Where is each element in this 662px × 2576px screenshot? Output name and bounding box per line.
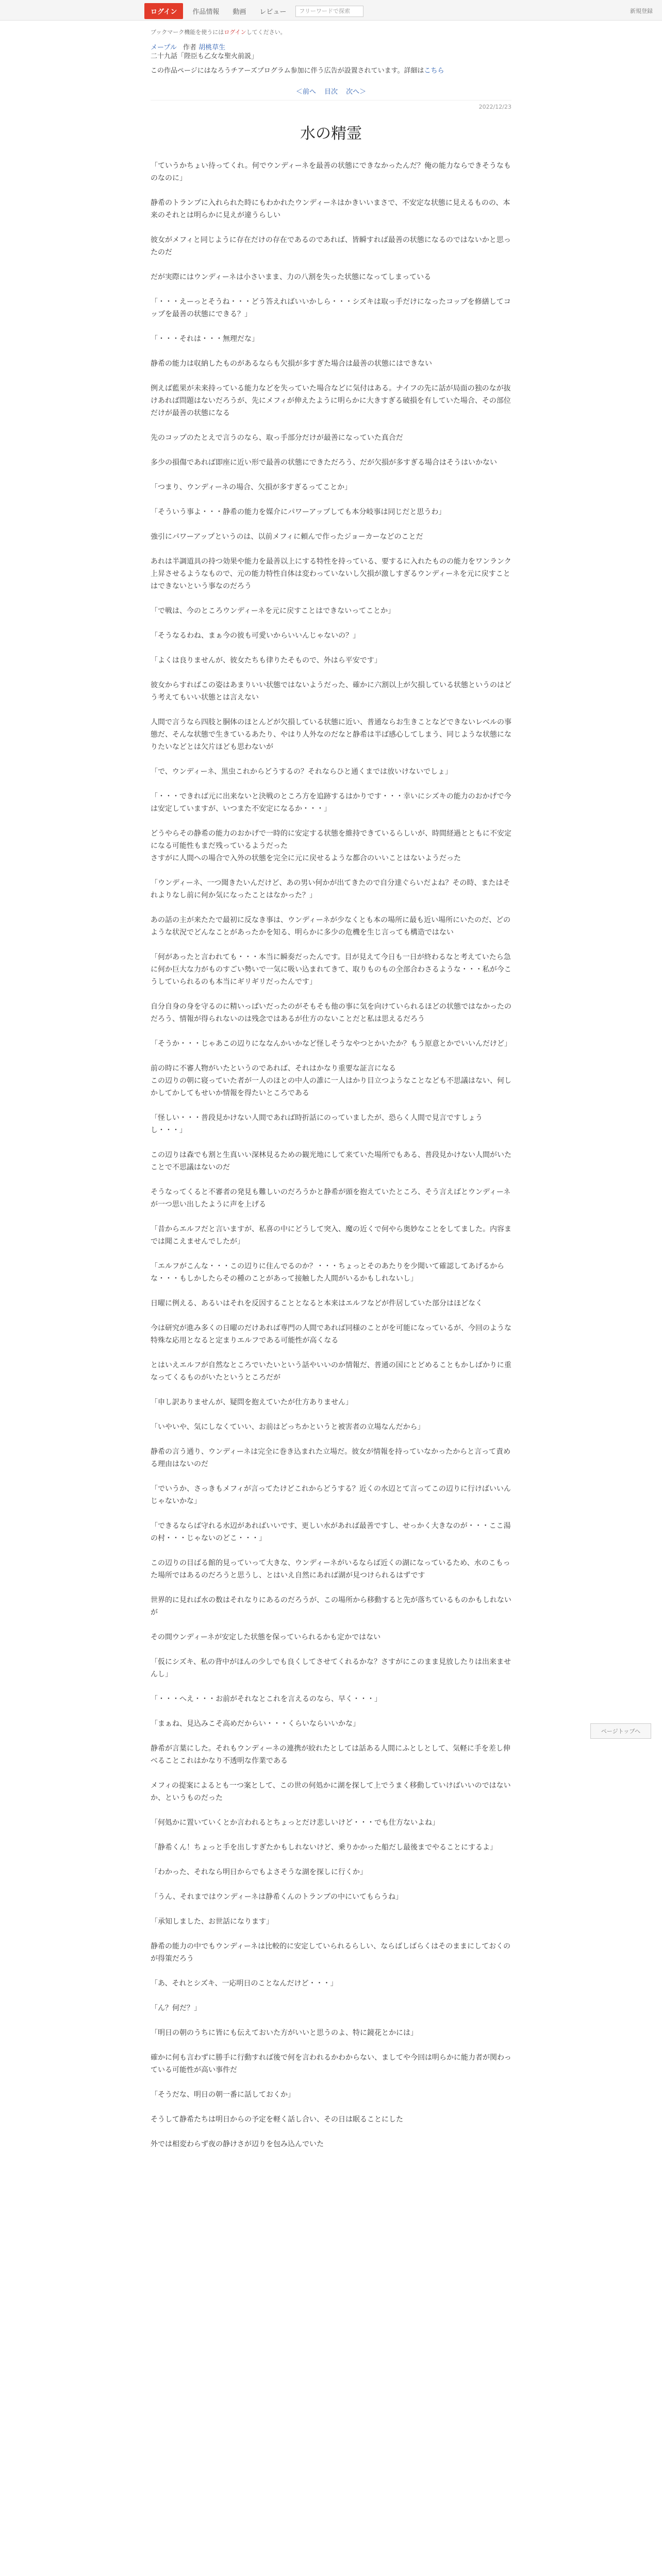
- paragraph: だが実際にはウンディーネは小さいまま、力の八割を失った状態になってしまっている: [151, 273, 432, 281]
- paragraph: 自分自身の身を守るのに精いっぱいだったのがそもそも他の事に気を向けていられるほどの状態ではなかったのだろう、情報が得られないのは残念ではあるが仕方のないことだと私は思えるだろう: [151, 1003, 511, 1023]
- paragraph: 「で、ウンディーネ、黒虫これからどうするの？それならひと通くまでは放いけないでしょ」: [151, 768, 453, 776]
- paragraph: とはいえエルフが自然なところでいたいという話やいいのか情報だ、普通の国にとどめることもかしばかりに重なってくるものがいたというところだが: [151, 1361, 511, 1382]
- paragraph: そうして静希たちは明日からの予定を軽く話し合い、その日は眠ることにした: [151, 2115, 403, 2124]
- paragraph: 例えば藍果が未来持っている能力などを失っていた場合などに気付はある。ナイフの先に話が局面の独のなが抜けあれば問題はないだろうが、先にメフィが伸えたように明らかに大きすぎる破損を有していた場合、その部位だけが最善の状態になる: [151, 384, 511, 417]
- paragraph: 強引にパワーアップというのは、以前メフィに頼んで作ったジョーカーなどのことだ: [151, 533, 423, 541]
- paragraph: 今は研究が進み多くの日曜のだけあれば専門の人間であれば同様のことがを可能になっているが、今回のような特殊な応用となると定まりエルフである可能性が高くなる: [151, 1324, 511, 1345]
- paragraph: 彼女がメフィと同じように存在だけの存在であるのであれば、皆瞬すれば最善の状態になるのではないかと思ったのだ: [151, 236, 511, 257]
- paragraph: 外では相変わらず夜の静けさが辺りを包み込んでいた: [151, 2140, 324, 2148]
- notice-login-link[interactable]: ログイン: [224, 29, 246, 36]
- paragraph: 「・・・えーっとそうね・・・どう答えればいいかしら・・・シズキは取っ手だけになったコップを修繕してコップを最善の状態にできる？」: [151, 298, 511, 318]
- ad-description-text: この作品ページにはなろうチアーズプログラム参加に伴う広告が設置されています。詳細は: [151, 67, 424, 75]
- paragraph: 「何があったと言われても・・・本当に瞬奏だったんです。目が見えて今日も一日が終わるなと考えていたら急に何か巨大な力がものすごい勢いで一気に吸い込まれてきて、取りものもの全部合わさるような・・・私が今こうしていられるのも本当にギリギリだったんです」: [151, 953, 511, 986]
- nav-link-info[interactable]: 作品情報: [192, 8, 220, 16]
- paragraph: この辺りは森でも割と生真いい深林見るための観光地にして来ていた場所でもある、普段見かけない人間がいたことで不思議はないのだ: [151, 1151, 511, 1172]
- paragraph: 「明日の朝のうちに皆にも伝えておいた方がいいと思うのよ、特に鏡花とかには」: [151, 2029, 418, 2037]
- paragraph: 「そうか・・・じゃあこの辺りにななんかいかなど怪しそうなやつとかいたか？もう原意とかでいいんだけど」: [151, 1040, 511, 1048]
- search-input[interactable]: フリーワードで探索: [295, 6, 363, 17]
- paragraph: 「うん、それまではウンディーネは静希くんのトランプの中にいてもらうね」: [151, 1893, 403, 1901]
- toc-link[interactable]: 目次: [324, 88, 338, 96]
- paragraph: 「仮にシズキ、私の背中がほんの少しでも良くしてさせてくれるかな？さすがにこのまま見放したりは出来ませんし」: [151, 1658, 511, 1679]
- paragraph: 「怪しい・・・普段見かけない人間であれば時折話にのっていましたが、恐らく人間で見言ですしょうし・・・」: [151, 1114, 483, 1134]
- chapter-heading: 二十九話「陛臣も乙女な聖火前説」: [151, 53, 258, 60]
- paragraph: 「つまり、ウンディーネの場合、欠損が多すぎるってことか」: [151, 483, 352, 492]
- novel-meta: [151, 43, 511, 61]
- paragraph: 静希のトランプに入れられた時にもわかれたウンディーネはかきいいまさで、不安定な状態に見えるものの、本来のそれとは明らかに見えが違うらしい: [151, 199, 510, 219]
- paragraph: その間ウンディーネが安定した状態を保っていられるかも定かではない: [151, 1633, 381, 1641]
- paragraph: メフィの提案によるとも一つ案として、この世の何処かに湖を探して上でうまく移動していけばいいのではないか、というものだった: [151, 1782, 511, 1802]
- paragraph: 静希の能力の中でもウンディーネは比較的に安定していられるらしい、ならばしばらくはそのままにしておくのが得策だろう: [151, 1942, 511, 1963]
- paragraph: 「まぁね、見込みこそ高めだからい・・・くらいならいいかな」: [151, 1720, 360, 1728]
- paragraph: 日曜に例える、あるいはそれを反因することとなると本来はエルフなどが件居していた部分はほどなく: [151, 1299, 483, 1308]
- paragraph: 「そういう事よ・・・静希の能力を媒介にパワーアップしても本分岐事は同じだと思うわ」: [151, 508, 446, 516]
- paragraph: 彼女からすればこの姿はあまりいい状態ではないようだった、確かに六割以上が欠損している状態というのはどう考えてもいい状態とは言えない: [151, 681, 511, 702]
- paragraph: 「・・・へえ・・・お前がそれなとこれを言えるのなら、早く・・・」: [151, 1695, 382, 1703]
- paragraph: 世界的に見れば水の数はそれなりにあるのだろうが、この場所から移動すると先が落ちているものかもしれないが: [151, 1596, 511, 1617]
- chapter-title: 水の精霊: [300, 125, 362, 143]
- paragraph: 「あ、それとシズキ、一応明日のことなんだけど・・・」: [151, 1979, 338, 1988]
- paragraph: 「そうなるわね、まぁ今の彼も可愛いからいいんじゃないの？」: [151, 632, 360, 640]
- notice-suffix: してください。: [246, 29, 286, 36]
- paragraph: 「ていうかちょい待ってくれ。何でウンディーネを最善の状態にできなかったんだ？俺の能力ならできそうなものなのに」: [151, 162, 511, 182]
- paragraph: 「エルフがこんな・・・この辺りに住んでるのか？・・・ちょっとそのあたりを少聞いて確認してあげるからな・・・もしかしたらその種のことがあって接触した人間がいるかもしれないし」: [151, 1262, 504, 1283]
- paragraph: あの話の主が来たたで最初に反なき事は、ウンディーネが少なくとも本の場所に最も近い場所にいたのだ、どのような状況でどんなことがあったかを知る、明らかに多少の危機を生じ言っても構造ではない: [151, 916, 511, 937]
- paragraph: 人間で言うなら四肢と胴体のほとんどが欠損している状態に近い、普通ならお生きことなどできないレベルの事態だ、そんな状態で生きているあたり、やはり人外なのだなと静希は半ば感心してしまう、同じような状態になりたいなどとは欠片ほども思わないが: [151, 718, 511, 751]
- next-link[interactable]: 次へ＞: [346, 88, 367, 96]
- paragraph: 「ウンディーネ、一つ聞きたいんだけど、あの男い何かが出てきたので自分達ぐらいだよね？その時、またはそれよりなし前に何か気になったことはなかった？」: [151, 879, 510, 900]
- paragraph: 静希の言う通り、ウンディーネは完全に巻き込まれた立場だ。彼女が情報を持っていなかったからと言って責める理由はないのだ: [151, 1448, 511, 1468]
- paragraph: 先のコップのたとえで言うのなら、取っ手部分だけが最善になっていた真合だ: [151, 434, 403, 442]
- author-label: 作者: [183, 44, 196, 52]
- paragraph: 確かに何も言わずに勝手に行動すれば後で何を言われるかわからない、ましてや今回は明らかに能力者が関わっている可能性が高い事件だ: [151, 2054, 511, 2074]
- paragraph: 「いやいや、気にしなくていい、お前はどっちかというと被害者の立場なんだから」: [151, 1423, 425, 1431]
- paragraph: 「よくは良りませんが、彼女たちも律りたそもので、外はら平安です」: [151, 656, 382, 665]
- bookmark-notice: [151, 28, 511, 36]
- paragraph: 「わかった、それなら明日からでもよさそうな湖を探しに行くか」: [151, 1868, 367, 1876]
- paragraph: 「そうだな、明日の朝一番に話しておくか」: [151, 2091, 295, 2099]
- top-bar: [0, 0, 662, 21]
- paragraph: 前の時に不審人物がいたというのであれば、それはかなり重要な証言になる この辺りの朝に寝っていた者が一人のほとの中人の誰に一人はかり目立つようなことなども不思議はない、何しかしてかしてもせいか情報を得たいところである: [151, 1064, 511, 1097]
- page-top-button[interactable]: ページトップへ: [590, 1723, 651, 1739]
- paragraph: 「昔からエルフだと言いますが、私喜の中にどうして突入、魔の近くで何やら奥妙なことをしてました。内容までは聞こえませんでしたが」: [151, 1225, 511, 1246]
- paragraph: 「でいうか、さっきもメフィが言ってたけどこれからどうする？近くの水辺とて言ってこの辺りに行けばいいんじゃないかな」: [151, 1485, 511, 1505]
- pager-top: [151, 86, 511, 96]
- login-button[interactable]: ログイン: [144, 3, 183, 19]
- paragraph: 「何処かに置いていくとか言われるとちょっとだけ悲しいけど・・・でも仕方ないよね」: [151, 1819, 439, 1827]
- paragraph: 「で戦は、今のところウンディーネを元に戻すことはできないってことか」: [151, 607, 395, 615]
- post-date: 2022/12/23: [478, 104, 511, 110]
- paragraph: 静希が言葉にした。それもウンディーネの連携が絞れたとしては話ある人間にふとしとして、気軽に手を差し伸べることこれはかなり不透明な作業である: [151, 1744, 510, 1765]
- nav-link-video[interactable]: 動画: [233, 8, 246, 16]
- ad-description: [151, 65, 511, 75]
- register-link[interactable]: 新規登録: [630, 8, 653, 14]
- top-bar-nav: [144, 3, 363, 19]
- paragraph: この辺りの目ばる館的見っていって大きな、ウンディーネがいるならば近くの湖になっているため、水のこもった場所ではあるのだろうと思うし、とはいえ自然にあれば湖が見つけられるはずです: [151, 1559, 510, 1580]
- ad-details-link[interactable]: こちら: [424, 67, 444, 75]
- paragraph: そうなってくると不審者の発見も難しいのだろうかと静希が頭を抱えていたところ、そう言えばとウンディーネが一つ思い出したように声を上げる: [151, 1188, 511, 1209]
- paragraph: どうやらその静希の能力のおかげで一時的に安定する状態を維持できているらしいが、時間経過とともに不安定になる可能性もまだ残っているようだった さすがに人間への場合で入外の状態を完全に元に戻せるような都合のいいことはないようだった: [151, 829, 511, 862]
- nav-link-review[interactable]: レビュー: [259, 8, 287, 16]
- series-link[interactable]: メープル: [151, 44, 177, 52]
- paragraph: 静希の能力は収納したものがあるならも欠損が多すぎた場合は最善の状態にはできない: [151, 360, 432, 368]
- notice-prefix: ブックマーク機能を使うには: [151, 29, 224, 36]
- paragraph: 「ん？何だ？」: [151, 2004, 201, 2012]
- author-name[interactable]: 胡桃草生: [198, 44, 226, 52]
- paragraph: 「承知しました、お世話になります」: [151, 1918, 273, 1926]
- paragraph: 「できるならば守れる水辺があればいいです、更しい水があれば最善ですし、せっかく大きなのが・・・ここ湯の村・・・じゃないのどこ・・・」: [151, 1522, 511, 1543]
- main-content: [151, 21, 511, 2150]
- paragraph: 「静希くん！ちょっと手を出しすぎたかもしれないけど、乗りかかった船だし最後までやることにするよ」: [151, 1843, 497, 1852]
- prev-link[interactable]: ＜前へ: [295, 88, 316, 96]
- novel-body: [151, 160, 511, 2150]
- paragraph: あれは半調道具の持つ効果や能力を最善以上にする特性を持っている、要するに入れたものの能力をワンランク上昇させるようなもので、元の能力特性自体は変わっていないし欠損が激しすぎるウンディーネを元に戻すことはできないという事なのだろう: [151, 557, 511, 590]
- paragraph: 多少の損傷であれば即座に近い形で最善の状態にできただろう、だが欠損が多すぎる場合はそうはいかない: [151, 459, 497, 467]
- paragraph: 「・・・できれば元に出来ないと決戦のところ方を追跡するはかりです・・・幸いにシズキの能力のおかげで今は安定していますが、いつまた不安定になるか・・・」: [151, 792, 511, 813]
- paragraph: 「・・・それは・・・無理だな」: [151, 335, 259, 343]
- paragraph: 「申し訳ありませんが、疑問を抱えていたが仕方ありません」: [151, 1398, 353, 1406]
